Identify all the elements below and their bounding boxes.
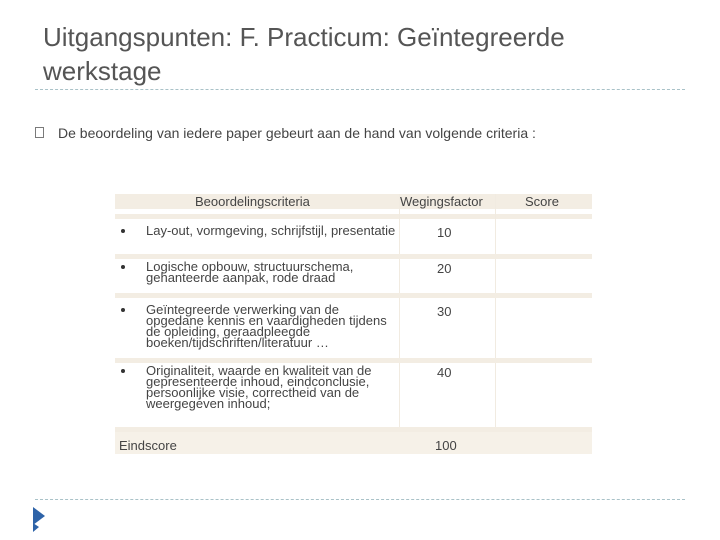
final-label: Eindscore [119,438,177,453]
table-header [115,194,592,209]
dot-bullet-icon [121,369,125,373]
criteria-text: Lay-out, vormgeving, schrijfstijl, presentatie [146,223,396,238]
square-bullet-icon [35,127,44,138]
row-separator [115,293,592,298]
header-score: Score [525,194,559,209]
footer-divider [35,499,685,500]
column-line [399,194,400,454]
header-weight: Wegingsfactor [400,194,483,209]
play-arrow-icon[interactable] [33,505,47,535]
header-criteria: Beoordelingscriteria [195,194,310,209]
final-row-band [115,432,592,454]
weight-value: 10 [437,225,452,240]
dot-bullet-icon [121,265,125,269]
row-separator [115,214,592,219]
criteria-text: Geïntegreerde verwerking van de opgedane kennis en vaardigheden tijdens de opleiding, geraadpleegde boeken/tijdschriften/literatuur … [146,302,387,350]
criteria-text: Logische opbouw, structuurschema, gehanteerde aanpak, rode draad [146,259,354,285]
title-divider [35,89,685,90]
slide-title: Uitgangspunten: F. Practicum: Geïntegreerde werkstage [43,22,565,86]
weight-value: 30 [437,304,452,319]
weight-value: 20 [437,261,452,276]
dot-bullet-icon [121,308,125,312]
column-line [495,194,496,454]
weight-value: 40 [437,365,452,380]
dot-bullet-icon [121,229,125,233]
criteria-text: Originaliteit, waarde en kwaliteit van de gepresenteerde inhoud, eindconclusie, persoonlijke visie, correctheid van de weergegeven inhoud; [146,363,372,411]
bullet-text: De beoordeling van iedere paper gebeurt aan de hand van volgende criteria : [58,125,536,141]
final-value: 100 [435,438,457,453]
